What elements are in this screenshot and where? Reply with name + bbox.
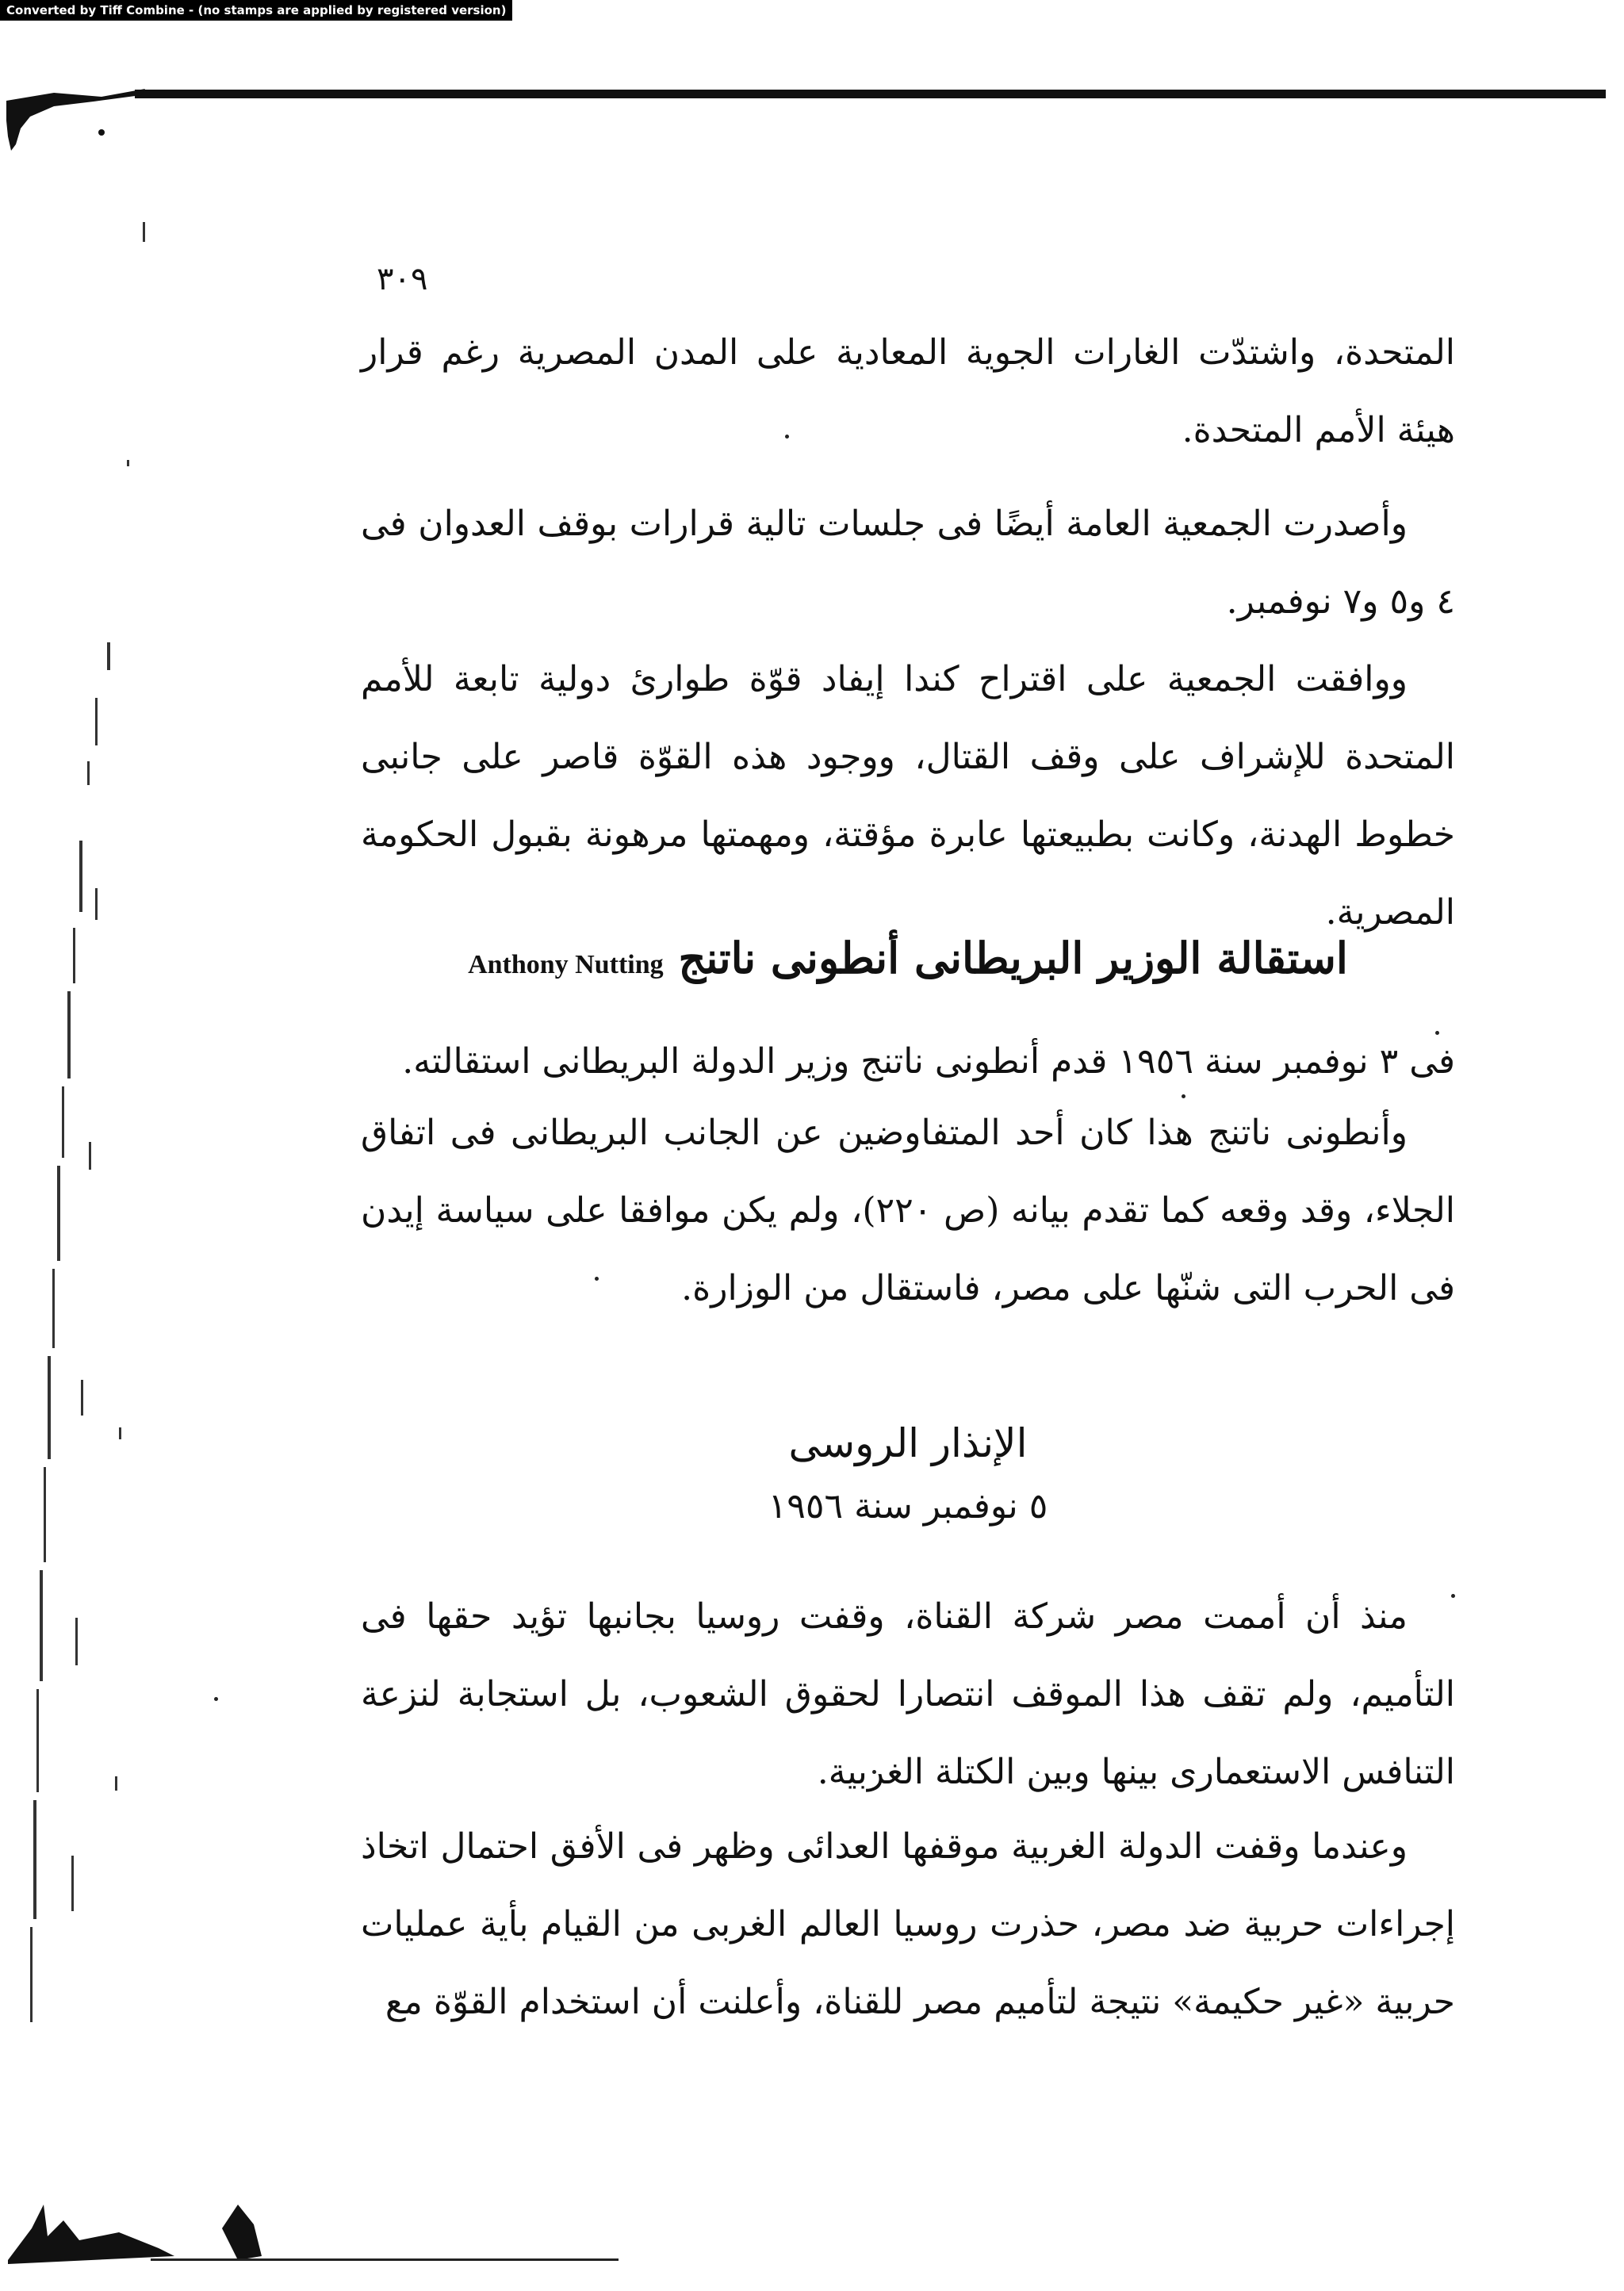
heading-latin-name: Anthony Nutting (468, 950, 664, 979)
page-number: ٣٠٩ (377, 261, 428, 297)
scan-edge-noise (0, 190, 159, 2094)
body-paragraph: منذ أن أممت مصر شركة القناة، وقفت روسيا بجانبها تؤيد حقها فى التأميم، ولم تقف هذا الموقف انتصارا لحقوق الشعوب، بل استجابة لنزعة التنافس الاستعمارى بينها وبين الكتلة الغربية. (361, 1596, 1455, 1792)
scan-speck (214, 1697, 218, 1701)
body-paragraph: وأصدرت الجمعية العامة أيضًا فى جلسات تالية قرارات بوقف العدوان فى ٤ و٥ و٧ نوفمبر. (361, 504, 1455, 622)
body-paragraph: وأنطونى ناتنج هذا كان أحد المتفاوضين عن الجانب البريطانى فى اتفاق الجلاء، وقد وقعه كما تقدم بيانه (ص ٢٢٠)، ولم يكن موافقا على سياسة إيدن فى الحرب التى شنّها على مصر، فاستقال من الوزارة. (361, 1113, 1455, 1308)
section-heading-date: ٥ نوفمبر سنة ١٩٥٦ (768, 1486, 1048, 1527)
body-paragraph: فى ٣ نوفمبر سنة ١٩٥٦ قدم أنطونى ناتنج وزير الدولة البريطانى استقالته. (402, 1041, 1455, 1082)
body-paragraph: المتحدة، واشتدّت الغارات الجوية المعادية على المدن المصرية رغم قرار هيئة الأمم المتحدة. (361, 332, 1455, 450)
scan-corner-blot (6, 89, 145, 152)
heading-arabic-title: استقالة الوزير البريطانى أنطونى ناتنج (678, 933, 1348, 983)
scan-bottom-marks (0, 2181, 619, 2268)
top-rule (135, 90, 1606, 98)
body-paragraph: وعندما وقفت الدولة الغربية موقفها العدائى وظهر فى الأفق احتمال اتخاذ إجراءات حربية ضد مصر، حذرت روسيا العالم الغربى من القيام بأية عمليات حربية «غير حكيمة» نتيجة لتأميم مصر للقناة، وأعلنت أن استخدام القوّة مع (361, 1826, 1455, 2022)
body-paragraph: ووافقت الجمعية على اقتراح كندا إيفاد قوّة طوارئ دولية تابعة للأمم المتحدة للإشراف على وقف القتال، ووجود هذه القوّة قاصر على جانبى خطوط الهدنة، وكانت بطبيعتها عابرة مؤقتة، ومهمتها مرهونة بقبول الحكومة المصرية. (361, 659, 1455, 933)
section-heading-nutting-resignation (361, 926, 1455, 997)
section-heading-russian-ultimatum: الإنذار الروسى (788, 1420, 1028, 1466)
converter-watermark: Converted by Tiff Combine - (no stamps are applied by registered version) (0, 0, 512, 21)
